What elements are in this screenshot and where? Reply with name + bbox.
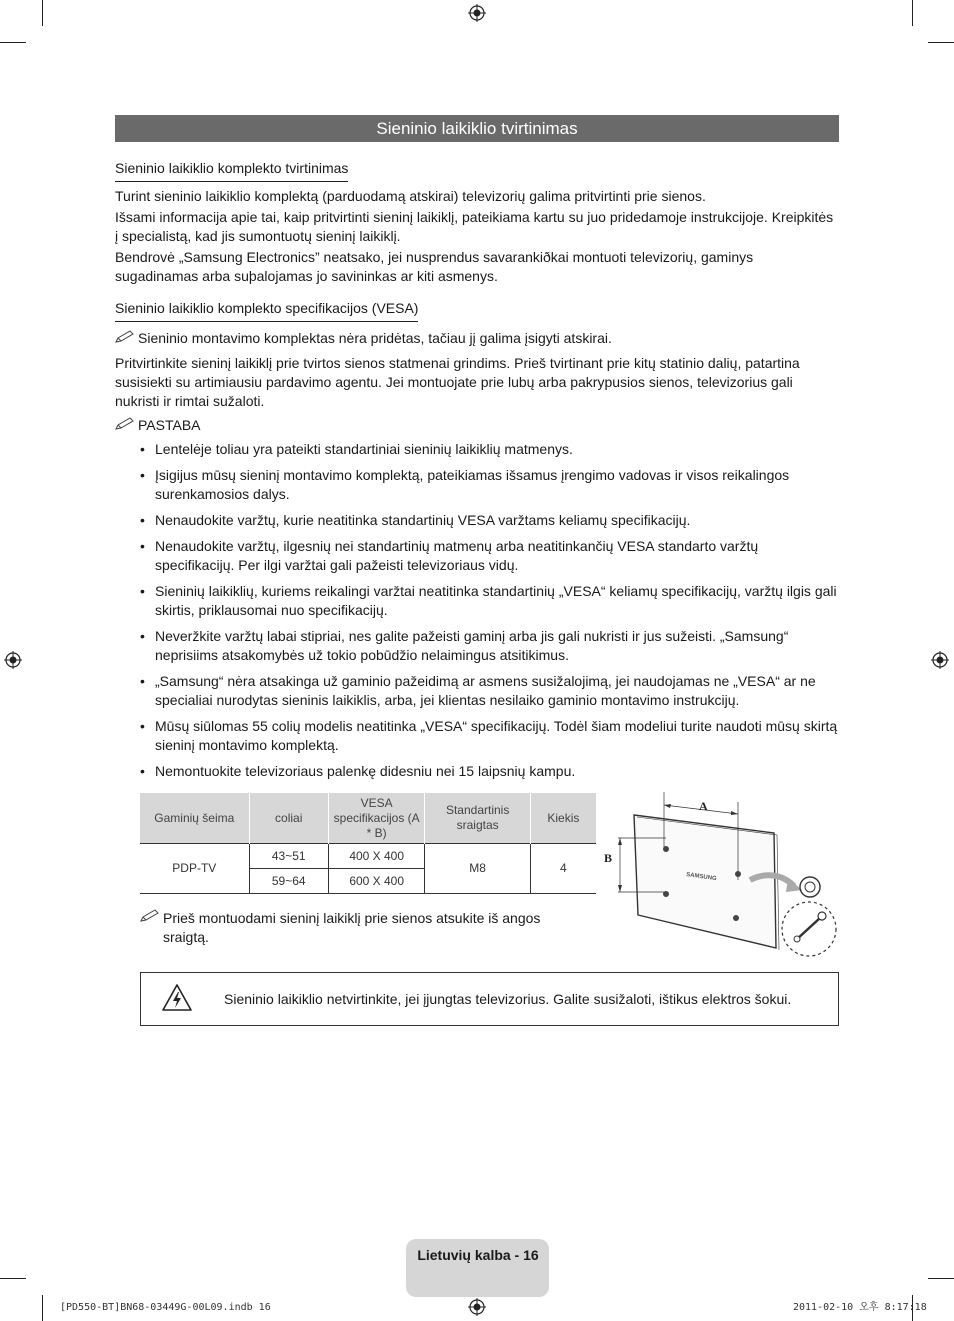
arrow-head-icon xyxy=(731,811,738,815)
screw-note-text: Prieš montuodami sieninį laikiklį prie sienos atsukite iš angos sraigtą. xyxy=(163,910,541,945)
screw-hole xyxy=(663,846,669,852)
list-item: • Nenaudokite varžtų, ilgesnių nei standartinių matmenų arba neatitinkančių VESA standarto varžtų specifikacijų. Per ilgi varžtai gali pažeisti televizoriaus vidų. xyxy=(140,537,840,575)
table-cell-quantity: 4 xyxy=(530,844,596,894)
tv-back-illustration xyxy=(598,790,843,960)
table-header: VESA specifikacijos (A * B) xyxy=(328,793,425,844)
screw-hole xyxy=(733,915,739,921)
page-number: Lietuvių kalba - 16 xyxy=(417,1247,539,1263)
list-item: • Nemontuokite televizoriaus palenkę didesniu nei 15 laipsnių kampu. xyxy=(140,762,840,781)
kit-heading: Sieninio laikiklio komplekto tvirtinimas xyxy=(115,159,348,182)
print-slug-file: [PD550-BT]BN68-03449G-00L09.indb 16 xyxy=(60,1302,271,1313)
screw-icon xyxy=(818,912,826,920)
crop-mark xyxy=(912,0,913,26)
table-header: Gaminių šeima xyxy=(140,793,249,844)
dimension-label-a: A xyxy=(699,799,708,813)
table-header: Standartinis sraigtas xyxy=(425,793,530,844)
table-cell-vesa: 400 X 400 xyxy=(328,844,425,869)
warning-text: Sieninio laikiklio netvirtinkite, jei įjungtas televizorius. Galite susižaloti, ištikus elektros šokui. xyxy=(224,991,792,1007)
list-item: • Mūsų siūlomas 55 colių modelis neatitinka „VESA“ specifikacijų. Todėl šiam modeliui turite naudoti mūsų skirtą sieninį montavimo komplektą. xyxy=(140,717,840,755)
vesa-paragraph: Pritvirtinkite sieninį laikiklį prie tvirtos sienos statmenai grindims. Prieš tvirtinant prie kitų statinio dalių, patartina susisiekti su artimiausiu pardavimo agentu. Jei montuojate prie lubų arba pakrypusios sienos, televizorius gali nukristi ir rimtai sužaloti. xyxy=(115,355,800,409)
crop-mark xyxy=(42,0,43,26)
screw-hole xyxy=(735,871,741,877)
list-item: • Sieninių laikiklių, kuriems reikalingi varžtai neatitinka standartinių „VESA“ keliamų specifikacijų, varžtų ilgis gali skirtis, priklausomai nuo specifikacijų. xyxy=(140,582,840,620)
print-slug-date: 2011-02-10 오후 8:17:18 xyxy=(793,1302,927,1313)
vesa-heading: Sieninio laikiklio komplekto specifikacijos (VESA) xyxy=(115,299,418,322)
hole-cap-icon xyxy=(800,877,820,897)
table-cell-inches: 59~64 xyxy=(249,869,328,894)
list-item: • „Samsung“ nėra atsakinga už gaminio pažeidimą ar asmens susižalojimą, jei naudojamas ne „VESA“ ar ne specialiai nurodytas sieninis laikiklis, arba, jei klientas nesilaiko gaminio montavimo instrukcijų. xyxy=(140,672,840,710)
list-item: • Lentelėje toliau yra pateikti standartiniai sieninių laikiklių matmenys. xyxy=(140,440,840,459)
table-cell-screw: M8 xyxy=(425,844,530,894)
table-header: coliai xyxy=(249,793,328,844)
crop-mark xyxy=(928,1278,954,1279)
crop-mark xyxy=(0,42,26,43)
note-label: PASTABA xyxy=(138,417,201,433)
registration-mark-icon xyxy=(468,4,486,22)
vesa-spec-table xyxy=(140,793,596,894)
crop-mark xyxy=(0,1278,26,1279)
table-header-row xyxy=(140,793,596,844)
table-cell-inches: 43~51 xyxy=(249,844,328,869)
section-title: Sieninio laikiklio tvirtinimas xyxy=(115,115,839,142)
kit-paragraph: Išsami informacija apie tai, kaip pritvirtinti sieninį laikiklį, pateikiama kartu su juo pridedamoje instrukcijoje. Kreipkitės į specialistą, kad jis sumontuotų sieninį laikiklį. xyxy=(115,209,834,244)
screw-hole xyxy=(663,891,669,897)
note-heading xyxy=(115,416,839,435)
arrow-head-icon xyxy=(618,885,622,892)
table-row xyxy=(140,844,596,869)
crop-mark xyxy=(928,42,954,43)
vesa-note xyxy=(115,329,839,348)
vesa-note-text: Sieninio montavimo komplektas nėra pridėtas, tačiau jį galima įsigyti atskirai. xyxy=(138,330,612,346)
pencil-note-icon xyxy=(140,909,160,923)
kit-paragraph: Turint sieninio laikiklio komplektą (parduodamą atskirai) televizorių galima pritvirtinti prie sienos. xyxy=(115,188,706,204)
pencil-note-icon xyxy=(115,417,135,431)
arrow-head-icon xyxy=(618,838,622,845)
table-cell-vesa: 600 X 400 xyxy=(328,869,425,894)
registration-mark-icon xyxy=(468,1298,486,1316)
note-list xyxy=(140,440,840,788)
registration-mark-icon xyxy=(4,651,22,669)
registration-mark-icon xyxy=(931,651,949,669)
electric-shock-warning-icon xyxy=(161,983,193,1013)
pencil-note-icon xyxy=(115,330,135,344)
table-header: Kiekis xyxy=(530,793,596,844)
list-item: • Įsigijus mūsų sieninį montavimo komplektą, pateikiamas išsamus įrengimo vadovas ir visos reikalingos surenkamosios dalys. xyxy=(140,466,840,504)
table-cell-family: PDP-TV xyxy=(140,844,249,894)
screw-icon xyxy=(794,936,800,942)
list-item: • Neveržkite varžtų labai stipriai, nes galite pažeisti gaminį arba jis gali nukristi ir jus sužeisti. „Samsung“ neprisiims atsakomybės už tokio pobūdžio nelaimingus atsitikimus. xyxy=(140,627,840,665)
list-item: • Nenaudokite varžtų, kurie neatitinka standartinių VESA varžtams keliamų specifikacijų. xyxy=(140,511,840,530)
screw-note xyxy=(140,909,580,947)
crop-mark xyxy=(42,1295,43,1321)
hole-cap-icon xyxy=(805,882,815,892)
dimension-label-b: B xyxy=(604,851,613,865)
brand-logo: SAMSUNG xyxy=(685,872,717,883)
arrow-head-icon xyxy=(664,804,671,808)
warning-box xyxy=(140,972,839,1026)
kit-paragraph: Bendrovė „Samsung Electronics” neatsako, jei nusprendus savarankiðkai montuoti televizorių, gaminys sugadinamas arba suþalojamas jo savininkas ar kiti asmenys. xyxy=(115,249,754,284)
